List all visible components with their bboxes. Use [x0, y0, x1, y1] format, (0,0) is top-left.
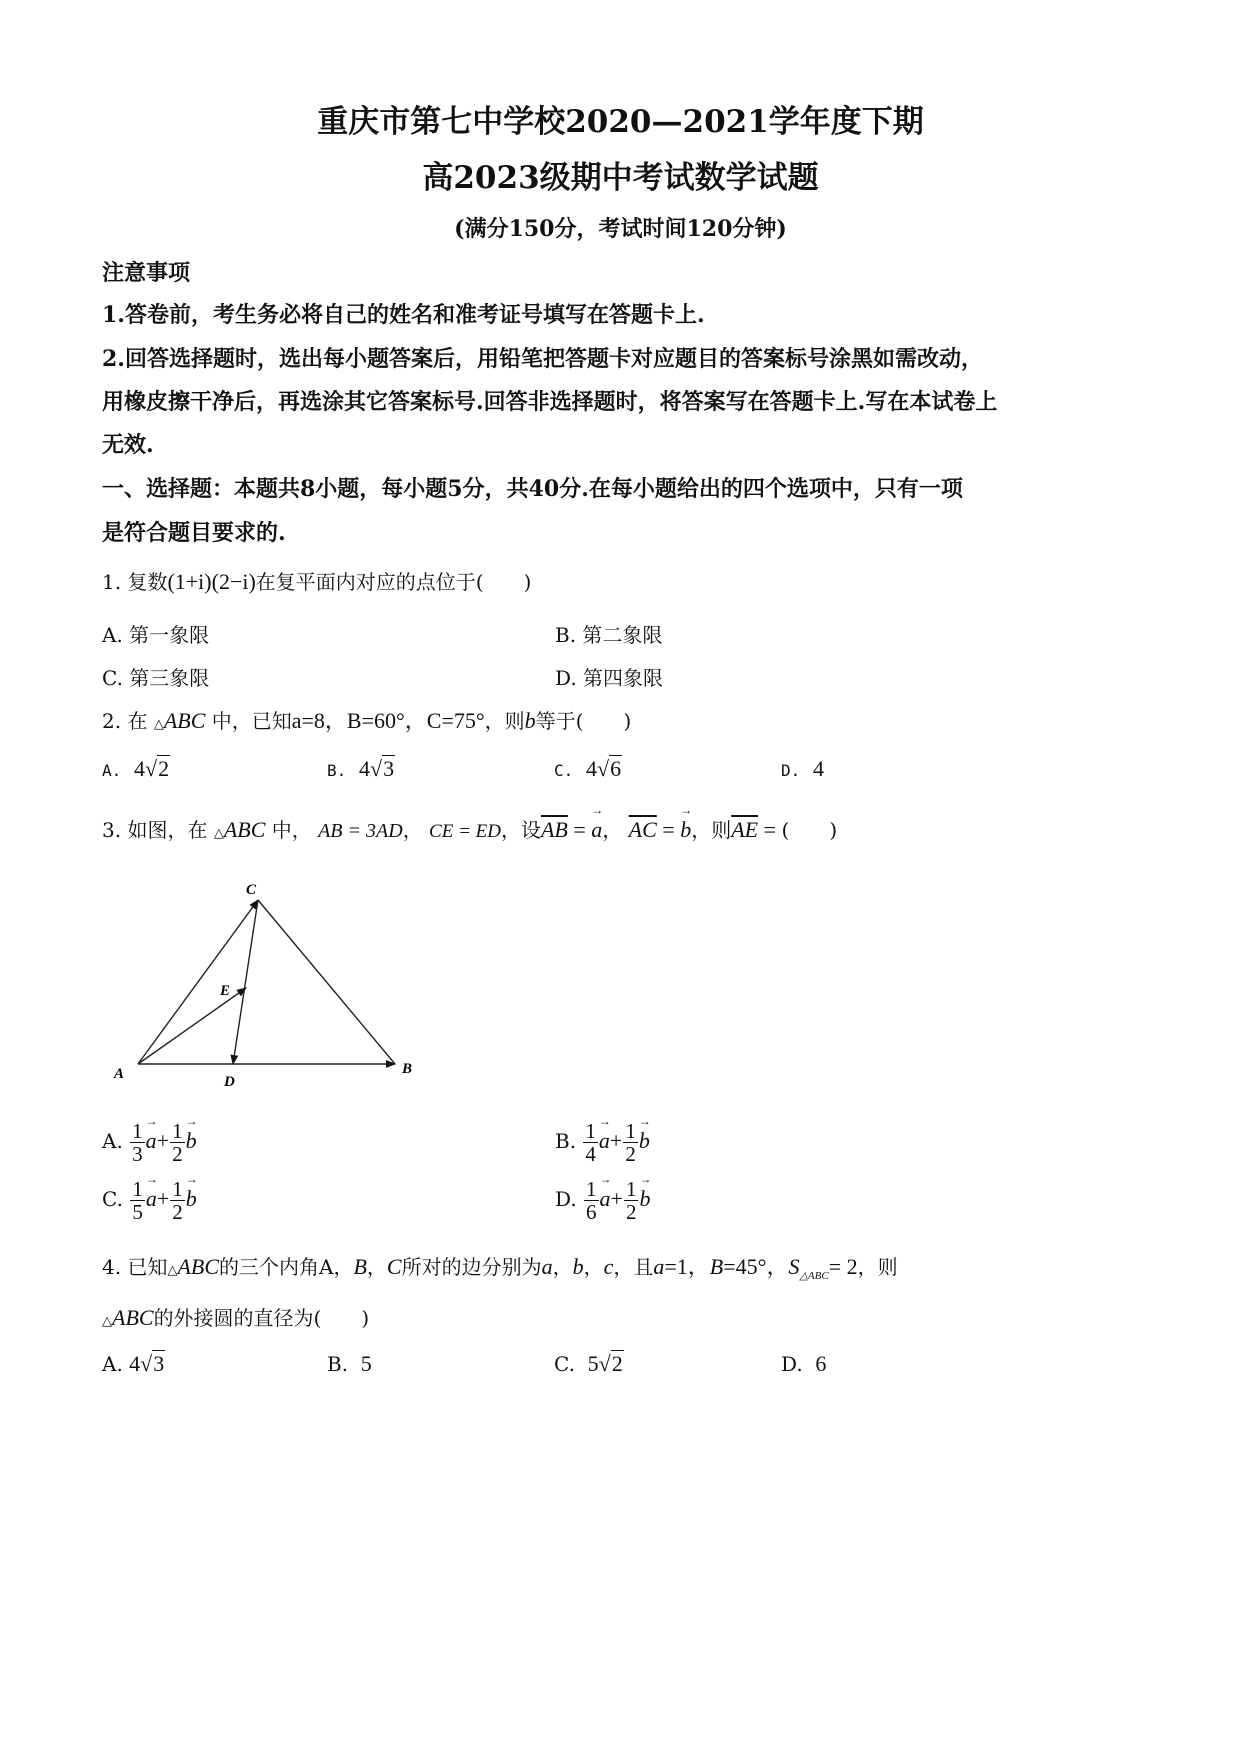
edge-cb [258, 900, 395, 1064]
option-coef: 4 [129, 1351, 141, 1376]
option-value: 5 [360, 1351, 372, 1376]
notice-item-2-line2: 用橡皮擦干净后，再选涂其它答案标号.回答非选择题时，将答案写在答题卡上.写在本试卷上 [102, 389, 998, 415]
option-label: D. [781, 761, 801, 780]
vector-b: → b [186, 1128, 197, 1154]
fraction: $\frac{1}{5}$ [132, 1177, 143, 1224]
q1-option-d[interactable] [555, 662, 663, 691]
q4-given-b: B [709, 1254, 724, 1279]
q4-text-b: 的三个内角A， [219, 1255, 354, 1279]
q4-var-c-angle: C [386, 1254, 402, 1279]
vector-ac: $\overline{AC}$ [628, 817, 657, 842]
sqrt-icon: √ [144, 756, 158, 781]
q3-triangle-abc: ABC [223, 817, 266, 842]
vector-b: → b [639, 1128, 650, 1154]
question-4-line2 [102, 1302, 369, 1331]
label-c: C [246, 882, 257, 898]
option-coef: 5 [587, 1351, 599, 1376]
fraction: $\frac{1}{4}$ [585, 1119, 596, 1166]
option-text: 第三象限 [129, 666, 210, 690]
label-b: B [402, 1061, 413, 1077]
q2-option-d[interactable] [781, 756, 824, 782]
sqrt-icon: √ [140, 1351, 153, 1376]
vector-ae: $\overline{AE}$ [731, 817, 759, 842]
option-radicand: 2 [611, 1351, 623, 1376]
segment-ae [138, 988, 246, 1064]
option-text: 第二象限 [582, 623, 663, 647]
triangle-symbol: △ [213, 826, 224, 841]
option-value: 4 [812, 756, 824, 781]
option-value: 6 [815, 1351, 827, 1376]
q4-given-a: a [653, 1254, 665, 1279]
q2-option-c[interactable] [554, 756, 622, 782]
fraction: $\frac{1}{2}$ [172, 1177, 183, 1224]
question-2 [102, 704, 631, 735]
q1-option-b[interactable] [555, 619, 662, 648]
vector-a: → a [146, 1186, 157, 1212]
q3-condition-1: AB = 3AD [318, 820, 403, 842]
q4-area-symbol: S [788, 1254, 800, 1279]
q3-number: 3. [102, 818, 122, 842]
option-label: D. [555, 666, 577, 690]
notice-item-2-line1: 2.回答选择题时，选出每小题答案后，用铅笔把答题卡对应题目的答案标号涂黑如需改动， [102, 346, 983, 372]
q3-option-c[interactable]: C. $\frac{1}{5}$ → a+ $\frac{1}{2}$ → b [102, 1178, 197, 1223]
q2-triangle-abc: ABC [163, 708, 206, 733]
option-label: A. [102, 1129, 123, 1153]
option-label: C. [102, 1187, 123, 1211]
q3-option-a[interactable]: A. $\frac{1}{3}$ → a+ $\frac{1}{2}$ → b [102, 1120, 197, 1165]
q2-given: a=8，B=60°，C=75° [291, 708, 485, 733]
option-label: B. [327, 1352, 349, 1376]
q4-var-c: c [603, 1254, 614, 1279]
vector-a: → a [600, 1186, 611, 1212]
question-3: 3. 如图，在 △ABC 中， AB = 3AD， CE = ED，设$\overline{AB}$ = → a， $\overline{AC}$ = → b，则$\overline{AE}$ = ( ) [102, 814, 837, 843]
option-label: C. [554, 761, 574, 780]
q4-option-c[interactable] [554, 1351, 624, 1377]
q3-text-e: ( ) [781, 818, 838, 842]
option-label: B. [327, 761, 347, 780]
q4-text-d: ，且 [613, 1255, 654, 1279]
q4-number: 4. [102, 1255, 122, 1279]
notice-item-1: 1.答卷前，考生务必将自己的姓名和准考证号填写在答题卡上. [102, 302, 705, 328]
option-radicand: 6 [610, 756, 622, 781]
q1-option-a[interactable] [102, 619, 209, 648]
option-label: A. [102, 761, 122, 780]
q4-option-d[interactable] [781, 1351, 826, 1377]
section1-line1: 一、选择题：本题共8小题，每小题5分，共40分.在每小题给出的四个选项中，只有一项 [102, 476, 963, 502]
q1-text-post: 在复平面内对应的点位于( ) [255, 570, 532, 594]
q2-number: 2. [102, 709, 122, 733]
option-label: D. [555, 1187, 577, 1211]
triangle-symbol: △ [102, 1314, 112, 1329]
q3-option-d[interactable]: D. $\frac{1}{6}$ → a+ $\frac{1}{2}$ → b [555, 1178, 650, 1223]
option-radicand: 2 [158, 756, 170, 781]
q3-triangle-figure [100, 870, 440, 1100]
option-label: B. [555, 1129, 577, 1153]
option-coef: 4 [585, 756, 597, 781]
q2-text-c: ，则 [484, 709, 525, 733]
segment-cd [233, 900, 258, 1064]
option-radicand: 3 [383, 756, 395, 781]
vector-a: → a [599, 1128, 610, 1154]
option-text: 第一象限 [129, 623, 210, 647]
fraction: $\frac{1}{6}$ [586, 1177, 597, 1224]
label-a: A [114, 1066, 125, 1082]
question-4: 4. 已知△ABC的三个内角A，B，C所对的边分别为a，b，c，且a=1，B=45°，$S_{\triangle ABC}= 2$，则 [102, 1254, 898, 1282]
q4-var-a: a [541, 1254, 553, 1279]
triangle-symbol: △ [153, 717, 164, 732]
fraction: $\frac{1}{3}$ [132, 1119, 143, 1166]
q4-var-b-angle: B [353, 1254, 367, 1279]
q4-text-a: 已知 [127, 1255, 168, 1279]
q3-text-a: 如图，在 [127, 818, 208, 842]
q4-text-line2: 的外接圆的直径为( ) [153, 1306, 370, 1330]
option-label: C. [554, 1352, 575, 1376]
option-label: A. [102, 1352, 123, 1376]
q2-var-b: b [524, 708, 536, 733]
exam-subtitle: (满分150分，考试时间120分钟) [454, 216, 787, 242]
vector-a: → a [591, 817, 602, 843]
label-e: E [220, 983, 231, 999]
q4-text-e: ，则 [857, 1255, 898, 1279]
option-radicand: 3 [153, 1351, 165, 1376]
q4-text-c: 所对的边分别为 [401, 1255, 542, 1279]
q1-expression: (1+i)(2−i) [167, 569, 256, 594]
option-label: D. [781, 1352, 803, 1376]
q2-option-b[interactable] [327, 756, 395, 782]
fraction: $\frac{1}{2}$ [625, 1177, 637, 1224]
fraction: $\frac{1}{2}$ [172, 1119, 183, 1166]
triangle-symbol: △ [167, 1263, 178, 1278]
exam-title-line1: 重庆市第七中学校2020—2021学年度下期 [317, 104, 924, 140]
q1-number: 1. [102, 570, 122, 594]
option-label: A. [102, 623, 123, 647]
exam-title-line2: 高2023级期中考试数学试题 [422, 160, 819, 196]
fraction: $\frac{1}{2}$ [625, 1119, 636, 1166]
option-label: C. [102, 666, 123, 690]
option-text: 第四象限 [583, 666, 664, 690]
option-coef: 4 [358, 756, 370, 781]
q2-option-a[interactable] [102, 756, 170, 782]
q3-text-c: ，设 [500, 818, 541, 842]
option-coef: 4 [133, 756, 145, 781]
q3-text-d: ，则 [691, 818, 732, 842]
q4-option-a[interactable] [102, 1351, 165, 1377]
q1-text-pre: 复数 [127, 570, 168, 594]
q4-triangle-abc-2: ABC [112, 1305, 154, 1330]
notice-item-2-line3: 无效. [102, 432, 154, 458]
q2-text-d: 等于( ) [535, 709, 632, 733]
section1-line2: 是符合题目要求的. [102, 520, 286, 546]
notice-heading: 注意事项 [102, 260, 191, 286]
q2-text-b: 中，已知 [211, 709, 292, 733]
q4-triangle-abc: ABC [177, 1254, 220, 1279]
question-1 [102, 566, 531, 595]
vector-b: → b [680, 817, 691, 843]
vector-a: → a [146, 1128, 157, 1154]
q3-option-b[interactable]: B. $\frac{1}{4}$ → a+ $\frac{1}{2}$ → b [555, 1120, 650, 1165]
q3-condition-2: CE = ED [429, 821, 501, 842]
edge-ac [138, 900, 258, 1064]
vector-ab: $\overline{AB}$ [540, 817, 568, 842]
vector-b: → b [186, 1186, 197, 1212]
q2-text-a: 在 [127, 709, 148, 733]
q4-area-value: = 2 [828, 1254, 858, 1279]
sqrt-icon: √ [369, 756, 383, 781]
sqrt-icon: √ [598, 1351, 611, 1376]
q3-text-b: 中， [271, 818, 312, 842]
q4-option-b[interactable] [327, 1351, 372, 1377]
q4-var-b: b [572, 1254, 584, 1279]
sqrt-icon: √ [596, 756, 610, 781]
vector-b: → b [639, 1186, 650, 1212]
option-label: B. [555, 623, 577, 647]
label-d: D [224, 1074, 235, 1090]
q1-option-c[interactable] [102, 662, 209, 691]
